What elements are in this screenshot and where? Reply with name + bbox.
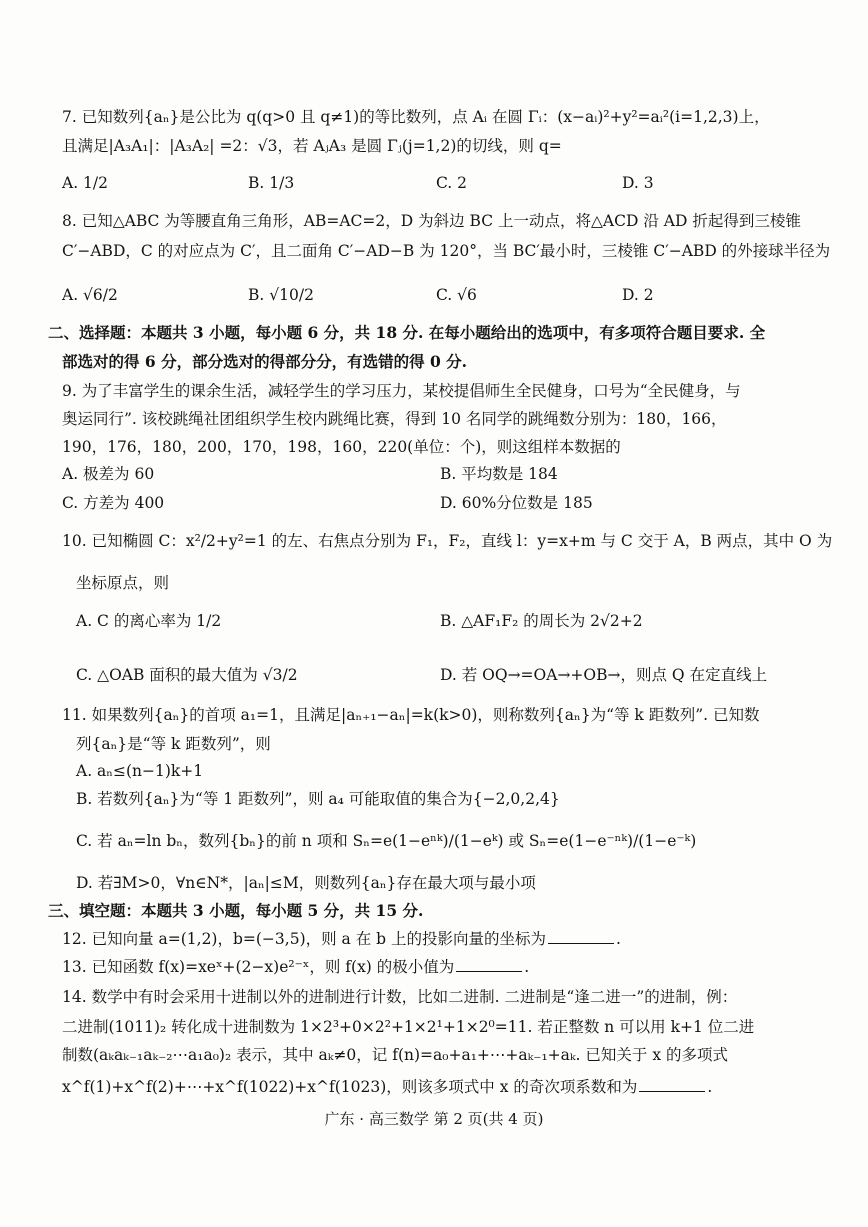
q10-option-b: B. △AF₁F₂ 的周长为 2√2+2	[440, 612, 643, 630]
q7-option-b: B. 1/3	[248, 174, 295, 192]
q7-option-c: C. 2	[436, 174, 468, 192]
q9-line2: 奥运同行”. 该校跳绳社团组织学生校内跳绳比赛，得到 10 名同学的跳绳数分别为：180，166，	[62, 410, 727, 428]
q8-option-c: C. √6	[436, 286, 477, 304]
q14-line2: 二进制(1011)₂ 转化成十进制数为 1×2³+0×2²+1×2¹+1×2⁰=11. 若正整数 n 可以用 k+1 位二进	[62, 1018, 755, 1036]
q11-line1: 11. 如果数列{aₙ}的首项 a₁=1，且满足|aₙ₊₁−aₙ|=k(k>0)，则称数列{aₙ}为“等 k 距数列”. 已知数	[62, 706, 760, 724]
q13-end: .	[524, 958, 530, 976]
q8-option-d: D. 2	[622, 286, 654, 304]
q14-text: x^f(1)+x^f(2)+⋯+x^f(1022)+x^f(1023)，则该多项式中 x 的奇次项系数和为	[62, 1078, 638, 1096]
section-3-heading: 三、填空题：本题共 3 小题，每小题 5 分，共 15 分.	[48, 901, 424, 920]
q13-line	[62, 956, 529, 978]
q10-option-c: C. △OAB 面积的最大值为 √3/2	[76, 666, 298, 684]
q7-line2: 且满足|A₃A₁|：|A₃A₂| =2：√3，若 AⱼA₃ 是圆 Γⱼ(j=1,2)的切线，则 q=	[62, 137, 562, 155]
q8-line2: C′−ABD，C 的对应点为 C′，且二面角 C′−AD−B 为 120°，当 BC′最小时，三棱锥 C′−ABD 的外接球半径为	[62, 242, 831, 260]
q14-line1: 14. 数学中有时会采用十进制以外的进制进行计数，比如二进制. 二进制是“逢二进一”的进制，例：	[62, 988, 738, 1006]
q14-line3: 制数(aₖaₖ₋₁aₖ₋₂⋯a₁a₀)₂ 表示，其中 aₖ≠0，记 f(n)=a₀+a₁+⋯+aₖ₋₁+aₖ. 已知关于 x 的多项式	[62, 1046, 729, 1064]
q8-line1: 8. 已知△ABC 为等腰直角三角形，AB=AC=2，D 为斜边 BC 上一动点，将△ACD 沿 AD 折起得到三棱锥	[62, 212, 801, 230]
q10-option-a: A. C 的离心率为 1/2	[76, 612, 222, 630]
q13-text: 13. 已知函数 f(x)=xeˣ+(2−x)e²⁻ˣ，则 f(x) 的极小值为	[62, 958, 455, 976]
q10-line1: 10. 已知椭圆 C：x²/2+y²=1 的左、右焦点分别为 F₁，F₂，直线 l：y=x+m 与 C 交于 A，B 两点，其中 O 为	[62, 532, 833, 550]
q10-line2: 坐标原点，则	[76, 574, 170, 592]
q11-line2: 列{aₙ}是“等 k 距数列”，则	[76, 735, 271, 753]
q12-text: 12. 已知向量 a=(1,2)，b=(−3,5)，则 a 在 b 上的投影向量的坐标为	[62, 930, 546, 948]
q11-option-d: D. 若∃M>0，∀n∈N*，|aₙ|≤M，则数列{aₙ}存在最大项与最小项	[76, 874, 536, 892]
q7-line1: 7. 已知数列{aₙ}是公比为 q(q>0 且 q≠1)的等比数列，点 Aᵢ 在圆 Γᵢ：(x−aᵢ)²+y²=aᵢ²(i=1,2,3)上，	[62, 108, 770, 126]
q7-option-a: A. 1/2	[62, 174, 108, 192]
q9-option-b: B. 平均数是 184	[440, 465, 558, 483]
q10-option-d: D. 若 OQ→=OA→+OB→，则点 Q 在定直线上	[440, 666, 768, 684]
q11-option-c: C. 若 aₙ=ln bₙ，数列{bₙ}的前 n 项和 Sₙ=e(1−eⁿᵏ)/(1−eᵏ) 或 Sₙ=e(1−e⁻ⁿᵏ)/(1−e⁻ᵏ)	[76, 832, 697, 850]
page-footer: 广东 · 高三数学 第 2 页(共 4 页)	[324, 1110, 544, 1128]
q12-end: .	[616, 930, 621, 948]
q7-option-d: D. 3	[622, 174, 654, 192]
q14-end: .	[707, 1078, 713, 1096]
q9-line1: 9. 为了丰富学生的课余生活，减轻学生的学习压力，某校提倡师生全民健身，口号为“全民健身，与	[62, 382, 741, 400]
q12-answer-blank[interactable]	[548, 929, 614, 944]
q14-answer-blank[interactable]	[639, 1077, 705, 1092]
section-2-heading-line2: 部选对的得 6 分，部分选对的得部分分，有选错的得 0 分.	[62, 352, 468, 371]
q14-line4	[62, 1076, 712, 1098]
q8-option-b: B. √10/2	[248, 286, 314, 304]
q13-answer-blank[interactable]	[456, 957, 522, 972]
q9-line3: 190，176，180，200，170，198，160，220(单位：个)，则这组样本数据的	[62, 438, 621, 456]
q9-option-a: A. 极差为 60	[62, 465, 155, 483]
q8-option-a: A. √6/2	[62, 286, 118, 304]
section-2-heading: 二、选择题：本题共 3 小题，每小题 6 分，共 18 分. 在每小题给出的选项中，有多项符合题目要求. 全	[48, 323, 766, 342]
q11-option-b: B. 若数列{aₙ}为“等 1 距数列”，则 a₄ 可能取值的集合为{−2,0,2,4}	[76, 790, 560, 808]
q11-option-a: A. aₙ≤(n−1)k+1	[76, 762, 204, 780]
q9-option-d: D. 60%分位数是 185	[440, 494, 593, 512]
q9-option-c: C. 方差为 400	[62, 494, 165, 512]
q12-line	[62, 928, 621, 950]
